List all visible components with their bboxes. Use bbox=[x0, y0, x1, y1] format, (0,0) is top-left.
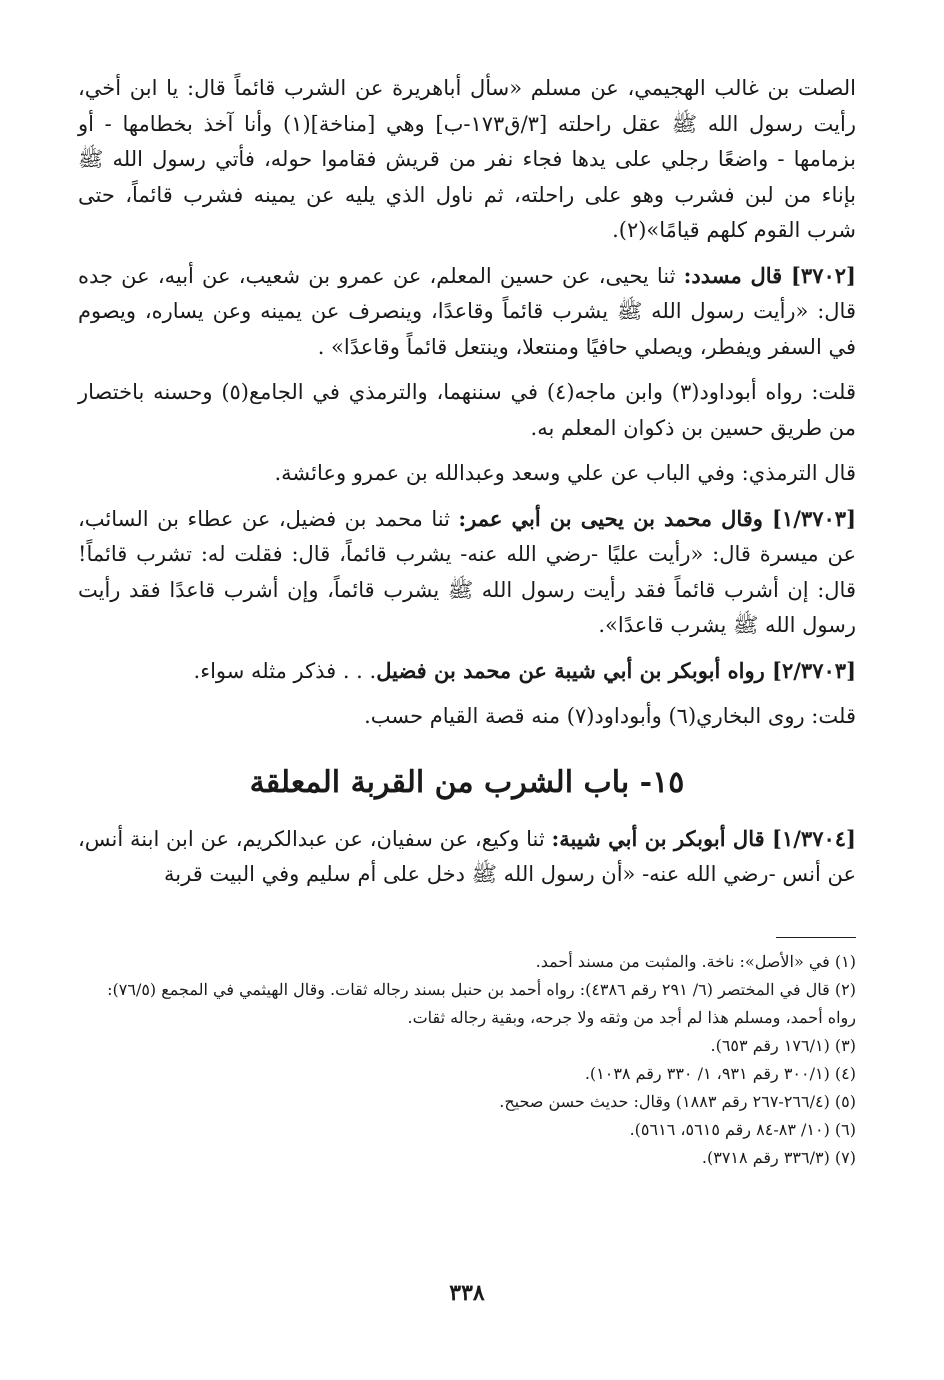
paragraph-7 bbox=[78, 698, 856, 735]
footnote-5: (٥) (٢٦٦/٤-٢٦٧ رقم ١٨٨٣) وقال: حديث حسن صحيح. bbox=[499, 1091, 856, 1111]
paragraph-5 bbox=[78, 501, 856, 644]
page-number: ٣٣٨ bbox=[449, 1280, 485, 1306]
paragraph-text: . . . فذكر مثله سواء. bbox=[193, 658, 377, 683]
page-body bbox=[78, 70, 856, 1320]
footnote-3: (٣) (١٧٦/١ رقم ٦٥٣). bbox=[710, 1035, 856, 1055]
paragraph-1 bbox=[78, 70, 856, 249]
paragraph-8 bbox=[78, 821, 856, 893]
paragraph-text: الصلت بن غالب الهجيمي، عن مسلم «سأل أباهريرة عن الشرب قائماً قال: يا ابن أخي، رأيت رسول الله ﷺ عقل راحلته [٣/ق١٧٣-ب] وهي [مناخة](١) وأنا آخذ بخطامها - أو بزمامها - واضعًا رجلي على يدها فجاء نفر من قريش فقاموا حوله، فأتي رسول الله ﷺ بإناء من لبن فشرب وهو على راحلته، ثم ناول الذي يليه عن يمينه فشرب قائماً، حتى شرب القوم كلهم قيامًا»(٢). bbox=[78, 76, 856, 242]
hadith-ref: [١/٣٧٠٣] وقال محمد بن يحيى بن أبي عمر: bbox=[458, 505, 856, 531]
paragraph-text: قلت: رواه أبوداود(٣) وابن ماجه(٤) في سننهما، والترمذي في الجامع(٥) وحسنه باختصار من طريق حسين بن ذكوان المعلم به. bbox=[78, 380, 857, 440]
footnote-2: (٢) قال في المختصر (٦/ ٢٩١ رقم ٤٣٨٦): رواه أحمد بن حنبل بسند رجاله ثقات. وقال الهيثمي في المجمع (٧٦/٥): رواه أحمد، ومسلم هذا لم أجد من وثقه ولا جرحه، وبقية رجاله ثقات. bbox=[107, 979, 856, 1027]
paragraph-text: قلت: روى البخاري(٦) وأبوداود(٧) منه قصة القيام حسب. bbox=[364, 704, 856, 728]
footnote-6: (٦) (١٠/ ٨٣-٨٤ رقم ٥٦١٥، ٥٦١٦). bbox=[629, 1119, 856, 1139]
hadith-ref: [٣٧٠٢] قال مسدد: bbox=[683, 262, 856, 288]
footnote-7: (٧) (٣٣٦/٣ رقم ٣٧١٨). bbox=[701, 1147, 856, 1167]
hadith-ref: [١/٣٧٠٤] قال أبوبكر بن أبي شيبة: bbox=[551, 825, 856, 851]
paragraph-3 bbox=[78, 374, 856, 446]
hadith-ref: [٢/٣٧٠٣] رواه أبوبكر بن أبي شيبة عن محمد بن فضيل bbox=[376, 657, 856, 683]
paragraph-text: ثنا محمد بن فضيل، عن عطاء بن السائب، عن ميسرة قال: «رأيت عليًا -رضي الله عنه- يشرب قائماً، قال: فقلت له: تشرب قائماً! قال: إن أشرب قائماً فقد رأيت رسول الله ﷺ يشرب قائماً، وإن أشرب قاعدًا فقد رأيت رسول الله ﷺ يشرب قاعدًا». bbox=[78, 506, 856, 637]
paragraph-text: قال الترمذي: وفي الباب عن علي وسعد وعبدالله بن عمرو وعائشة. bbox=[274, 461, 856, 485]
chapter-heading: ١٥- باب الشرب من القربة المعلقة bbox=[249, 764, 685, 800]
footnote-1: (١) في «الأصل»: ناخة. والمثبت من مسند أحمد. bbox=[535, 951, 856, 971]
footnote-divider bbox=[776, 937, 856, 938]
footnotes bbox=[78, 948, 856, 1172]
paragraph-6 bbox=[78, 653, 856, 690]
paragraph-text: ثنا يحيى، عن حسين المعلم، عن عمرو بن شعيب، عن أبيه، عن جده قال: «رأيت رسول الله ﷺ يشرب قائماً وقاعدًا، وينصرف عن يمينه وعن يساره، ويصوم في السفر ويفطر، ويصلي حافيًا ومنتعلا، وينتعل قائماً وقاعدًا» . bbox=[78, 263, 856, 359]
paragraph-text: ثنا وكيع، عن سفيان، عن عبدالكريم، عن ابن ابنة أنس، عن أنس -رضي الله عنه- «أن رسول الله ﷺ دخل على أم سليم وفي البيت قربة bbox=[78, 826, 856, 886]
paragraph-2 bbox=[78, 258, 856, 366]
paragraph-4 bbox=[78, 455, 856, 492]
footnote-4: (٤) (٣٠٠/١ رقم ٩٣١، ١/ ٣٣٠ رقم ١٠٣٨). bbox=[584, 1063, 856, 1083]
